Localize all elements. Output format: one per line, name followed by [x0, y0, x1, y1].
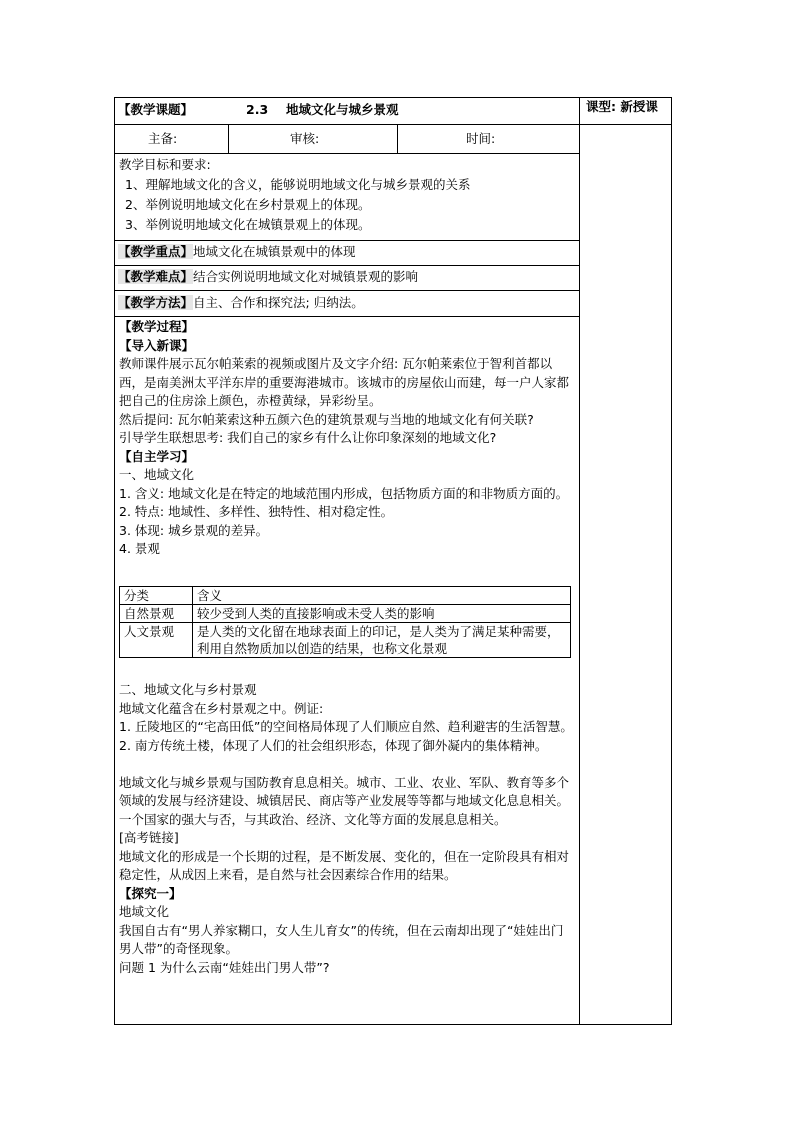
- difficulties-row: [118, 268, 418, 286]
- explore-question: 问题 1 为什么云南“娃娃出门男人带”?: [119, 959, 330, 975]
- intro-text: 教师课件展示瓦尔帕莱索的视频或图片及文字介绍: 瓦尔帕莱索位于智利首都以西，是南美洲太平洋东岸的重要海港城市。该城市的房屋依山而建，每一户人家都把自己的住房涂上颜色，赤橙黄绿，异彩纷呈。: [119, 356, 570, 408]
- divider: [397, 124, 398, 153]
- objective-item: 3、举例说明地域文化在城镇景观上的体现。: [125, 217, 371, 232]
- landscape-table: [119, 586, 571, 658]
- section1-title: 一、地域文化: [119, 467, 195, 482]
- rural-block: [119, 681, 575, 977]
- features-text: 2. 特点: 地域性、多样性、独特性、相对稳定性。: [119, 504, 394, 519]
- intro-question-1: 然后提问: 瓦尔帕莱索这种五颜六色的建筑景观与当地的地域文化有何关联?: [119, 411, 534, 427]
- lesson-title: 地域文化与城乡景观: [286, 102, 399, 117]
- spacer: [119, 755, 575, 774]
- table-cell: 是人类的文化留在地球表面上的印记，是人类为了满足某种需要，利用自然物质加以创造的结果，也称文化景观: [193, 623, 571, 658]
- rural-intro: 地域文化蕴含在乡村景观之中。例证:: [119, 700, 324, 716]
- rural-example-1: 1. 丘陵地区的“宅高田低”的空间格局体现了人们顺应自然、趋利避害的生活智慧。: [119, 719, 573, 734]
- definition-text: 1. 含义: 地域文化是在特定的地域范围内形成，包括物质方面的和非物质方面的。: [119, 485, 569, 501]
- exam-link-text: 地域文化的形成是一个长期的过程，是不断发展、变化的，但在一定阶段具有相对稳定性，从成因上来看，是自然与社会因素综合作用的结果。: [119, 848, 570, 882]
- right-column-divider: [579, 97, 580, 1024]
- objective-item: 2、举例说明地域文化在乡村景观上的体现。: [125, 197, 371, 212]
- objectives-block: [119, 155, 575, 235]
- time-label: 时间:: [466, 131, 496, 146]
- divider: [228, 124, 229, 153]
- intro-heading: 【导入新课】: [119, 337, 195, 353]
- intro-question-2: 引导学生联想思考: 我们自己的家乡有什么让你印象深刻的地域文化?: [119, 430, 497, 445]
- topic-label: 【教学课题】: [118, 102, 194, 117]
- table-cell: 人文景观: [120, 623, 193, 658]
- methods-label: 【教学方法】: [118, 295, 194, 310]
- divider: [579, 124, 671, 125]
- reviewer-label: 审核:: [290, 131, 320, 146]
- table-row: [120, 623, 571, 658]
- key-points-label: 【教学重点】: [118, 244, 194, 259]
- defense-paragraph: 地域文化与城乡景观与国防教育息息相关。城市、工业、农业、军队、教育等多个领域的发展与经济建设、城镇居民、商店等产业发展等等都与地域文化息息相关。一个国家的强大与否，与其政治、经济、文化等方面的发展息息相关。: [119, 774, 570, 827]
- section2-title: 二、地域文化与乡村景观: [119, 682, 257, 697]
- table-row: [120, 605, 571, 623]
- explore-topic: 地域文化: [119, 904, 170, 919]
- class-type: 课型: 新授课: [586, 99, 658, 114]
- difficulties-text: 结合实例说明地域文化对城镇景观的影响: [193, 269, 419, 284]
- process-block: [119, 318, 575, 559]
- table-header-cell: 含义: [193, 587, 571, 605]
- explore-text: 我国自古有“男人养家糊口，女人生儿育女”的传统，但在云南却出现了“娃娃出门男人带”的奇怪现象。: [119, 922, 564, 956]
- lesson-number: 2.3: [246, 102, 269, 117]
- divider: [114, 153, 579, 154]
- objective-item: 1、理解地域文化的含义，能够说明地域文化与城乡景观的关系: [125, 177, 471, 192]
- exam-link-label: [高考链接]: [119, 830, 179, 845]
- divider: [114, 265, 579, 266]
- table-cell: 较少受到人类的直接影响或未受人类的影响: [193, 605, 571, 623]
- self-study-heading: 【自主学习】: [119, 448, 195, 464]
- difficulties-label: 【教学难点】: [118, 269, 194, 284]
- rural-example-2: 2. 南方传统土楼，体现了人们的社会组织形态，体现了御外凝内的集体精神。: [119, 737, 548, 753]
- landscape-label: 4. 景观: [119, 541, 160, 556]
- table-header-cell: 分类: [120, 587, 193, 605]
- objectives-heading: 教学目标和要求:: [119, 157, 211, 172]
- divider: [114, 290, 579, 291]
- process-heading: 【教学过程】: [119, 319, 195, 334]
- lesson-plan-page: [114, 97, 672, 1025]
- manifestation-text: 3. 体现: 城乡景观的差异。: [119, 522, 269, 538]
- key-points-row: [118, 243, 356, 261]
- divider: [114, 316, 579, 317]
- key-points-text: 地域文化在城镇景观中的体现: [193, 244, 356, 259]
- table-cell: 自然景观: [120, 605, 193, 623]
- preparer-label: 主备:: [148, 131, 178, 146]
- divider: [114, 240, 579, 241]
- table-header-row: [120, 587, 571, 605]
- methods-text: 自主、合作和探究法; 归纳法。: [193, 295, 364, 310]
- divider: [114, 124, 579, 125]
- explore-heading: 【探究一】: [119, 885, 182, 901]
- methods-row: [118, 294, 364, 312]
